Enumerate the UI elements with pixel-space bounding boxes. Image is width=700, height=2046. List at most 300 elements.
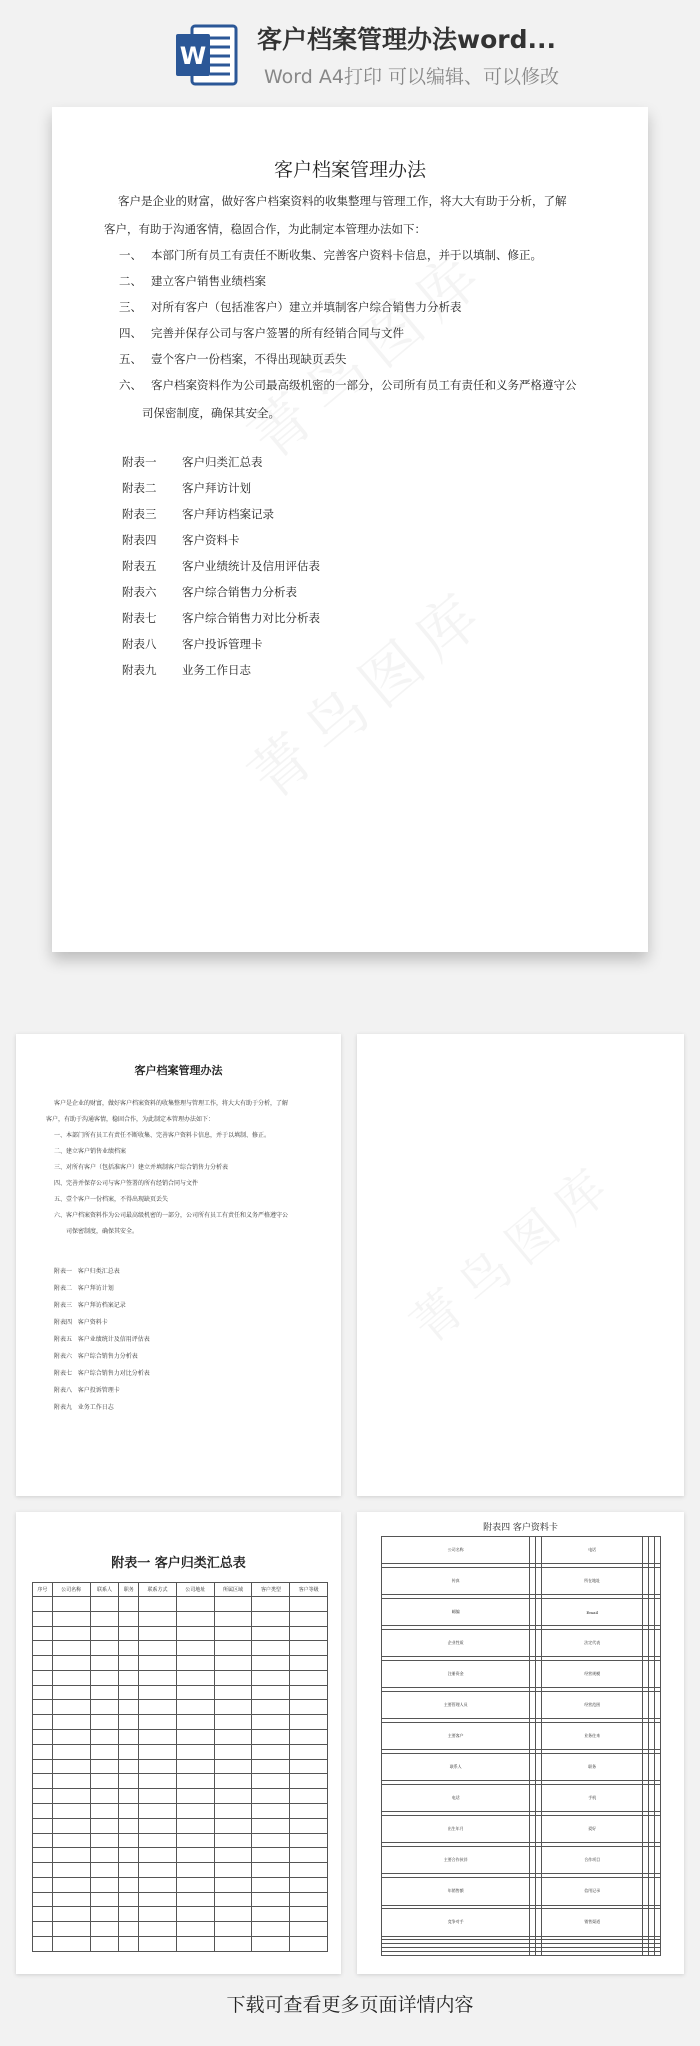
table-cell: [119, 1936, 139, 1951]
table-cell: [119, 1700, 139, 1715]
thumbnail-page-1[interactable]: [16, 1034, 341, 1496]
table-cell: [90, 1597, 119, 1612]
table-row: [33, 1715, 328, 1730]
table-row: [382, 1537, 661, 1564]
table-cell: [33, 1774, 53, 1789]
table-row: [33, 1641, 328, 1656]
table-cell: [252, 1597, 290, 1612]
table-cell: [119, 1744, 139, 1759]
table-cell: 年销售额: [382, 1878, 530, 1905]
appendix-item: 附表八 客户投诉管理卡: [122, 637, 263, 651]
thumbnail-table-title: 附表一 客户归类汇总表: [111, 1556, 246, 1571]
table-cell: [290, 1656, 328, 1671]
table-cell: [119, 1759, 139, 1774]
appendix-item: 附表三 客户拜访档案记录: [122, 507, 274, 521]
table-cell: [90, 1685, 119, 1700]
table-cell: [52, 1877, 90, 1892]
table-cell: [214, 1789, 252, 1804]
table-cell: [252, 1730, 290, 1745]
table-cell: [176, 1700, 214, 1715]
table-cell: [33, 1597, 53, 1612]
table-row: [33, 1922, 328, 1937]
table-cell: [654, 1754, 660, 1781]
thumbnail-text: 司保密制度，确保其安全。: [66, 1228, 139, 1235]
thumbnail-text: 四、完善并保存公司与客户签署的所有经销合同与文件: [54, 1180, 199, 1187]
thumbnail-page-4[interactable]: [357, 1512, 684, 1974]
table-cell: [52, 1863, 90, 1878]
table-cell: [139, 1611, 177, 1626]
table-cell: [139, 1656, 177, 1671]
table-cell: [176, 1685, 214, 1700]
table-cell: [33, 1922, 53, 1937]
table-cell: [214, 1863, 252, 1878]
table-cell: [214, 1877, 252, 1892]
table-cell: [290, 1818, 328, 1833]
appendix-item: 附表一 客户归类汇总表: [122, 455, 263, 469]
header: [0, 0, 700, 110]
table-cell: [90, 1715, 119, 1730]
table-cell: [252, 1626, 290, 1641]
table-row: [33, 1833, 328, 1848]
table-cell: [290, 1877, 328, 1892]
table-row: [33, 1656, 328, 1671]
table-header-cell: 职务: [119, 1583, 139, 1597]
table-cell: [290, 1700, 328, 1715]
table-cell: [290, 1626, 328, 1641]
table-cell: [290, 1611, 328, 1626]
table-cell: [90, 1744, 119, 1759]
table-row: [382, 1847, 661, 1874]
thumbnail-text: 附表九 业务工作日志: [54, 1404, 114, 1411]
table-cell: [542, 1952, 643, 1956]
table-cell: [214, 1700, 252, 1715]
table-cell: 手机: [542, 1785, 643, 1812]
table-cell: [252, 1863, 290, 1878]
table-cell: [252, 1685, 290, 1700]
table-cell: [252, 1611, 290, 1626]
table-cell: [214, 1744, 252, 1759]
table-cell: [52, 1759, 90, 1774]
table-cell: 竞争对手: [382, 1909, 530, 1936]
table-header-cell: 公司地址: [176, 1583, 214, 1597]
table-header-cell: 联系人: [90, 1583, 119, 1597]
table-cell: [654, 1661, 660, 1688]
table-cell: [119, 1626, 139, 1641]
table-cell: [33, 1877, 53, 1892]
table-cell: [176, 1715, 214, 1730]
table-row: [382, 1630, 661, 1657]
table-cell: [119, 1685, 139, 1700]
page-subtitle: Word A4打印 可以编辑、可以修改: [264, 66, 560, 88]
table-cell: [33, 1700, 53, 1715]
thumbnail-page-3[interactable]: [16, 1512, 341, 1974]
document-page: [52, 107, 648, 952]
table-row: [382, 1692, 661, 1719]
table-cell: [252, 1715, 290, 1730]
document-title: 客户档案管理办法: [273, 159, 426, 181]
table-cell: [52, 1700, 90, 1715]
table-row: [33, 1863, 328, 1878]
table-cell: [139, 1907, 177, 1922]
table-cell: 业务往来: [542, 1723, 643, 1750]
table-cell: [176, 1803, 214, 1818]
table-cell: [176, 1818, 214, 1833]
table-cell: [290, 1744, 328, 1759]
table-cell: [139, 1789, 177, 1804]
table-row: [382, 1816, 661, 1843]
table-cell: [176, 1863, 214, 1878]
thumbnail-text: 二、建立客户销售业绩档案: [54, 1148, 127, 1155]
table-cell: 电话: [542, 1537, 643, 1564]
table-cell: [90, 1803, 119, 1818]
table-cell: [90, 1818, 119, 1833]
table-cell: [290, 1803, 328, 1818]
table-header-cell: 客户类型: [252, 1583, 290, 1597]
table-cell: [654, 1847, 660, 1874]
table-row: [33, 1803, 328, 1818]
table-cell: 联系人: [382, 1754, 530, 1781]
table-cell: [654, 1568, 660, 1595]
table-cell: [52, 1833, 90, 1848]
thumbnail-page-2[interactable]: [357, 1034, 684, 1496]
table-cell: [654, 1537, 660, 1564]
table-row: [33, 1892, 328, 1907]
table-cell: [119, 1803, 139, 1818]
summary-table: [32, 1582, 328, 1952]
table-cell: [52, 1597, 90, 1612]
table-cell: [290, 1922, 328, 1937]
table-cell: [176, 1744, 214, 1759]
table-cell: [33, 1670, 53, 1685]
table-cell: [139, 1877, 177, 1892]
table-cell: [119, 1611, 139, 1626]
table-row: [382, 1754, 661, 1781]
table-cell: [119, 1848, 139, 1863]
table-cell: [52, 1818, 90, 1833]
table-cell: [52, 1611, 90, 1626]
table-cell: [290, 1730, 328, 1745]
table-cell: [654, 1599, 660, 1626]
table-cell: [139, 1744, 177, 1759]
table-cell: [252, 1818, 290, 1833]
table-row: [33, 1936, 328, 1951]
table-cell: [176, 1877, 214, 1892]
policy-item: 一、 本部门所有员工有责任不断收集、完善客户资料卡信息，并于以填制、修正。: [119, 248, 542, 262]
table-cell: [90, 1641, 119, 1656]
table-cell: [90, 1656, 119, 1671]
table-cell: 主要客户: [382, 1723, 530, 1750]
table-cell: [176, 1907, 214, 1922]
table-row: [33, 1848, 328, 1863]
appendix-item: 附表九 业务工作日志: [122, 663, 251, 677]
policy-item-continuation: 司保密制度，确保其安全。: [142, 406, 280, 420]
table-cell: [252, 1833, 290, 1848]
table-cell: [214, 1774, 252, 1789]
table-cell: [214, 1936, 252, 1951]
thumbnail-text: 附表七 客户综合销售力对比分析表: [54, 1370, 150, 1377]
table-row: [33, 1759, 328, 1774]
table-cell: [176, 1759, 214, 1774]
table-cell: [252, 1907, 290, 1922]
table-cell: 邮编: [382, 1599, 530, 1626]
policy-item: 四、 完善并保存公司与客户签署的所有经销合同与文件: [119, 326, 404, 340]
table-row: [382, 1952, 661, 1956]
table-cell: [139, 1936, 177, 1951]
table-cell: [33, 1833, 53, 1848]
table-cell: [214, 1626, 252, 1641]
table-cell: 公司名称: [382, 1537, 530, 1564]
table-cell: [214, 1670, 252, 1685]
table-cell: [214, 1818, 252, 1833]
table-row: [382, 1599, 661, 1626]
thumbnail-text: 附表六 客户综合销售力分析表: [54, 1353, 138, 1360]
table-cell: [119, 1774, 139, 1789]
table-cell: [214, 1730, 252, 1745]
table-cell: [52, 1641, 90, 1656]
svg-text:W: W: [179, 42, 207, 70]
table-row: [382, 1568, 661, 1595]
table-cell: 注册资金: [382, 1661, 530, 1688]
table-cell: [176, 1641, 214, 1656]
table-cell: [90, 1626, 119, 1641]
table-cell: [139, 1730, 177, 1745]
table-cell: 所在地址: [542, 1568, 643, 1595]
table-cell: 经营范围: [542, 1692, 643, 1719]
table-cell: [290, 1907, 328, 1922]
table-cell: [252, 1877, 290, 1892]
table-row: [382, 1909, 661, 1936]
table-cell: [252, 1789, 290, 1804]
table-cell: [139, 1670, 177, 1685]
thumbnail-text: 客户，有助于沟通客情，稳固合作，为此制定本管理办法如下：: [46, 1116, 215, 1123]
intro-line: 客户，有助于沟通客情，稳固合作，为此制定本管理办法如下：: [104, 222, 426, 236]
table-cell: [139, 1863, 177, 1878]
table-cell: [33, 1818, 53, 1833]
table-cell: [214, 1641, 252, 1656]
table-cell: [252, 1700, 290, 1715]
table-cell: [176, 1597, 214, 1612]
table-cell: [214, 1597, 252, 1612]
table-cell: [252, 1774, 290, 1789]
table-cell: [654, 1630, 660, 1657]
table-cell: [90, 1863, 119, 1878]
table-header-cell: 所属区域: [214, 1583, 252, 1597]
table-cell: [90, 1789, 119, 1804]
table-row: [33, 1818, 328, 1833]
table-cell: [176, 1774, 214, 1789]
table-cell: [214, 1922, 252, 1937]
table-cell: [176, 1670, 214, 1685]
table-cell: [52, 1922, 90, 1937]
table-cell: [214, 1656, 252, 1671]
table-cell: [52, 1670, 90, 1685]
table-cell: [176, 1626, 214, 1641]
table-row: [33, 1626, 328, 1641]
table-cell: 销售渠道: [542, 1909, 643, 1936]
table-cell: [33, 1789, 53, 1804]
table-row: [33, 1789, 328, 1804]
table-cell: [52, 1626, 90, 1641]
table-cell: [214, 1803, 252, 1818]
table-header-cell: 序号: [33, 1583, 53, 1597]
table-cell: [139, 1774, 177, 1789]
table-cell: [654, 1723, 660, 1750]
table-cell: [214, 1759, 252, 1774]
thumbnail-title: 客户档案管理办法: [134, 1064, 223, 1077]
table-cell: [290, 1715, 328, 1730]
table-cell: [252, 1848, 290, 1863]
page-title: 客户档案管理办法word...: [257, 25, 556, 54]
appendix-item: 附表二 客户拜访计划: [122, 481, 251, 495]
table-row: [33, 1907, 328, 1922]
table-cell: [176, 1833, 214, 1848]
table-cell: [52, 1774, 90, 1789]
thumbnail-table-title: 附表四 客户资料卡: [483, 1523, 558, 1533]
table-cell: [33, 1907, 53, 1922]
appendix-item: 附表七 客户综合销售力对比分析表: [122, 611, 320, 625]
table-row: [382, 1785, 661, 1812]
table-cell: [252, 1670, 290, 1685]
table-cell: 信用记录: [542, 1878, 643, 1905]
table-cell: [654, 1816, 660, 1843]
table-cell: [214, 1833, 252, 1848]
table-cell: [90, 1759, 119, 1774]
table-cell: 经营规模: [542, 1661, 643, 1688]
table-cell: 主要合作伙伴: [382, 1847, 530, 1874]
table-cell: 合作项目: [542, 1847, 643, 1874]
table-cell: [214, 1685, 252, 1700]
table-cell: [90, 1848, 119, 1863]
table-row: [33, 1774, 328, 1789]
table-cell: [33, 1803, 53, 1818]
table-cell: [214, 1907, 252, 1922]
table-cell: [52, 1730, 90, 1745]
table-cell: [290, 1936, 328, 1951]
watermark: [228, 564, 504, 815]
table-row: [382, 1878, 661, 1905]
thumbnail-text: 五、壹个客户一份档案，不得出现缺页丢失: [54, 1196, 169, 1203]
table-cell: [119, 1670, 139, 1685]
table-cell: [33, 1626, 53, 1641]
table-row: [33, 1611, 328, 1626]
table-cell: 传真: [382, 1568, 530, 1595]
appendix-item: 附表六 客户综合销售力分析表: [122, 585, 297, 599]
table-cell: [119, 1863, 139, 1878]
table-cell: [290, 1848, 328, 1863]
table-cell: [139, 1626, 177, 1641]
appendix-item: 附表五 客户业绩统计及信用评估表: [122, 559, 320, 573]
table-cell: [654, 1692, 660, 1719]
table-cell: [90, 1774, 119, 1789]
customer-card-table: [381, 1536, 661, 1956]
table-cell: [139, 1818, 177, 1833]
table-cell: [33, 1848, 53, 1863]
table-cell: [214, 1715, 252, 1730]
table-cell: [176, 1730, 214, 1745]
table-cell: [52, 1848, 90, 1863]
table-cell: [52, 1936, 90, 1951]
table-cell: [139, 1685, 177, 1700]
table-cell: [33, 1715, 53, 1730]
thumbnail-text: 客户是企业的财富，做好客户档案资料的收集整理与管理工作，将大大有助于分析，了解: [54, 1100, 289, 1107]
table-cell: [90, 1877, 119, 1892]
thumbnail-text: 六、客户档案资料作为公司最高级机密的一部分，公司所有员工有责任和义务严格遵守公: [54, 1212, 289, 1219]
table-row: [33, 1877, 328, 1892]
table-cell: [290, 1833, 328, 1848]
table-cell: [119, 1818, 139, 1833]
table-cell: [33, 1759, 53, 1774]
table-cell: [290, 1670, 328, 1685]
table-cell: [214, 1892, 252, 1907]
table-cell: [90, 1833, 119, 1848]
table-cell: [176, 1936, 214, 1951]
table-cell: 电话: [382, 1785, 530, 1812]
table-row: [33, 1700, 328, 1715]
table-cell: [290, 1597, 328, 1612]
table-cell: [252, 1922, 290, 1937]
table-cell: 职务: [542, 1754, 643, 1781]
table-cell: 企业性质: [382, 1630, 530, 1657]
thumbnail-text: 附表二 客户拜访计划: [54, 1285, 114, 1292]
table-cell: [119, 1597, 139, 1612]
table-cell: [119, 1641, 139, 1656]
table-cell: [176, 1848, 214, 1863]
table-cell: [119, 1892, 139, 1907]
table-header-cell: 公司名称: [52, 1583, 90, 1597]
table-cell: [139, 1597, 177, 1612]
table-cell: [139, 1833, 177, 1848]
thumbnail-text: 一、本部门所有员工有责任不断收集、完善客户资料卡信息，并于以填制、修正。: [54, 1132, 271, 1139]
thumbnail-text: 附表五 客户业绩统计及信用评估表: [54, 1336, 150, 1343]
thumbnail-text: 附表一 客户归类汇总表: [54, 1268, 120, 1275]
table-cell: [139, 1759, 177, 1774]
table-cell: [290, 1892, 328, 1907]
table-cell: [33, 1730, 53, 1745]
table-row: [33, 1685, 328, 1700]
table-cell: [176, 1922, 214, 1937]
table-cell: [139, 1848, 177, 1863]
table-cell: [33, 1641, 53, 1656]
table-cell: [382, 1952, 530, 1956]
table-cell: [90, 1700, 119, 1715]
table-cell: [33, 1936, 53, 1951]
table-cell: 主要管理人员: [382, 1692, 530, 1719]
table-cell: [214, 1611, 252, 1626]
table-cell: [33, 1611, 53, 1626]
table-cell: [176, 1611, 214, 1626]
table-cell: [52, 1789, 90, 1804]
table-cell: [90, 1892, 119, 1907]
table-cell: [119, 1922, 139, 1937]
table-cell: 法定代表: [542, 1630, 643, 1657]
table-row: [382, 1723, 661, 1750]
policy-item: 三、 对所有客户（包括准客户）建立并填制客户综合销售力分析表: [119, 300, 462, 314]
table-cell: [654, 1952, 660, 1956]
table-header-cell: 联系方式: [139, 1583, 177, 1597]
table-cell: [119, 1715, 139, 1730]
table-cell: [252, 1759, 290, 1774]
table-row: [33, 1597, 328, 1612]
table-row: [382, 1661, 661, 1688]
policy-item: 六、 客户档案资料作为公司最高级机密的一部分，公司所有员工有责任和义务严格遵守公: [119, 378, 577, 392]
table-cell: [119, 1833, 139, 1848]
table-cell: [252, 1641, 290, 1656]
table-cell: [252, 1936, 290, 1951]
table-row: [33, 1730, 328, 1745]
table-cell: [214, 1848, 252, 1863]
appendix-item: 附表四 客户资料卡: [122, 533, 240, 547]
table-cell: [90, 1922, 119, 1937]
